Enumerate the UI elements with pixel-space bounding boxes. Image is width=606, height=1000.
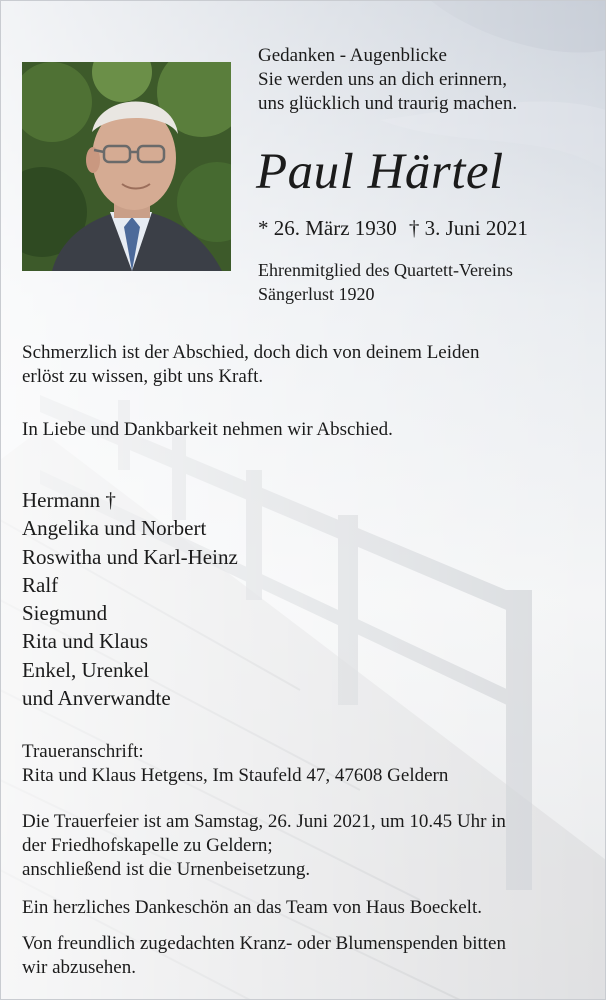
family-member: Hermann † bbox=[22, 488, 116, 512]
honor-text bbox=[258, 258, 513, 306]
honor-line: Ehrenmitglied des Quartett-Vereins bbox=[258, 260, 513, 280]
family-member: und Anverwandte bbox=[22, 686, 171, 711]
ceremony-line: der Friedhofskapelle zu Geldern; bbox=[22, 835, 273, 856]
poem-line: uns glücklich und traurig machen. bbox=[258, 93, 518, 114]
donation-request bbox=[22, 932, 506, 980]
family-member: Enkel, Urenkel bbox=[22, 657, 150, 682]
poem-line: Sie werden uns an dich erinnern, bbox=[258, 69, 508, 90]
farewell-line: In Liebe und Dankbarkeit nehmen wir Abschied. bbox=[22, 419, 393, 440]
family-list bbox=[22, 486, 238, 712]
family-member: Siegmund bbox=[22, 601, 108, 626]
message-line: Schmerzlich ist der Abschied, doch dich von deinem Leiden bbox=[22, 342, 480, 363]
family-member: Angelika und Norbert bbox=[22, 516, 207, 541]
ceremony-info bbox=[22, 810, 506, 882]
thanks-text bbox=[22, 896, 482, 920]
honor-line: Sängerlust 1920 bbox=[258, 284, 375, 304]
message-line: erlöst zu wissen, gibt uns Kraft. bbox=[22, 366, 264, 387]
poem bbox=[258, 44, 517, 116]
poem-line: Gedanken - Augenblicke bbox=[258, 45, 447, 66]
request-line: wir abzusehen. bbox=[22, 957, 136, 978]
portrait-image bbox=[22, 62, 231, 271]
birth-date: * 26. März 1930 bbox=[258, 216, 397, 240]
address-label: Traueranschrift: bbox=[22, 741, 144, 762]
death-date: † 3. Juni 2021 bbox=[408, 216, 528, 240]
ceremony-line: Die Trauerfeier ist am Samstag, 26. Juni 2021, um 10.45 Uhr in bbox=[22, 811, 506, 832]
deceased-name: Paul Härtel bbox=[256, 144, 504, 200]
condolence-message bbox=[22, 341, 479, 389]
family-member: Rita und Klaus bbox=[22, 629, 148, 654]
portrait-photo bbox=[22, 62, 231, 271]
request-line: Von freundlich zugedachten Kranz- oder Blumenspenden bitten bbox=[22, 933, 506, 954]
farewell-text bbox=[22, 418, 393, 442]
family-member: Ralf bbox=[22, 572, 59, 597]
life-dates bbox=[258, 214, 528, 242]
thanks-line: Ein herzliches Dankeschön an das Team von Haus Boeckelt. bbox=[22, 897, 482, 918]
mourning-address bbox=[22, 740, 448, 788]
family-member: Roswitha und Karl-Heinz bbox=[22, 544, 238, 569]
address-value: Rita und Klaus Hetgens, Im Staufeld 47, 47608 Geldern bbox=[22, 765, 449, 786]
ceremony-line: anschließend ist die Urnenbeisetzung. bbox=[22, 859, 311, 880]
